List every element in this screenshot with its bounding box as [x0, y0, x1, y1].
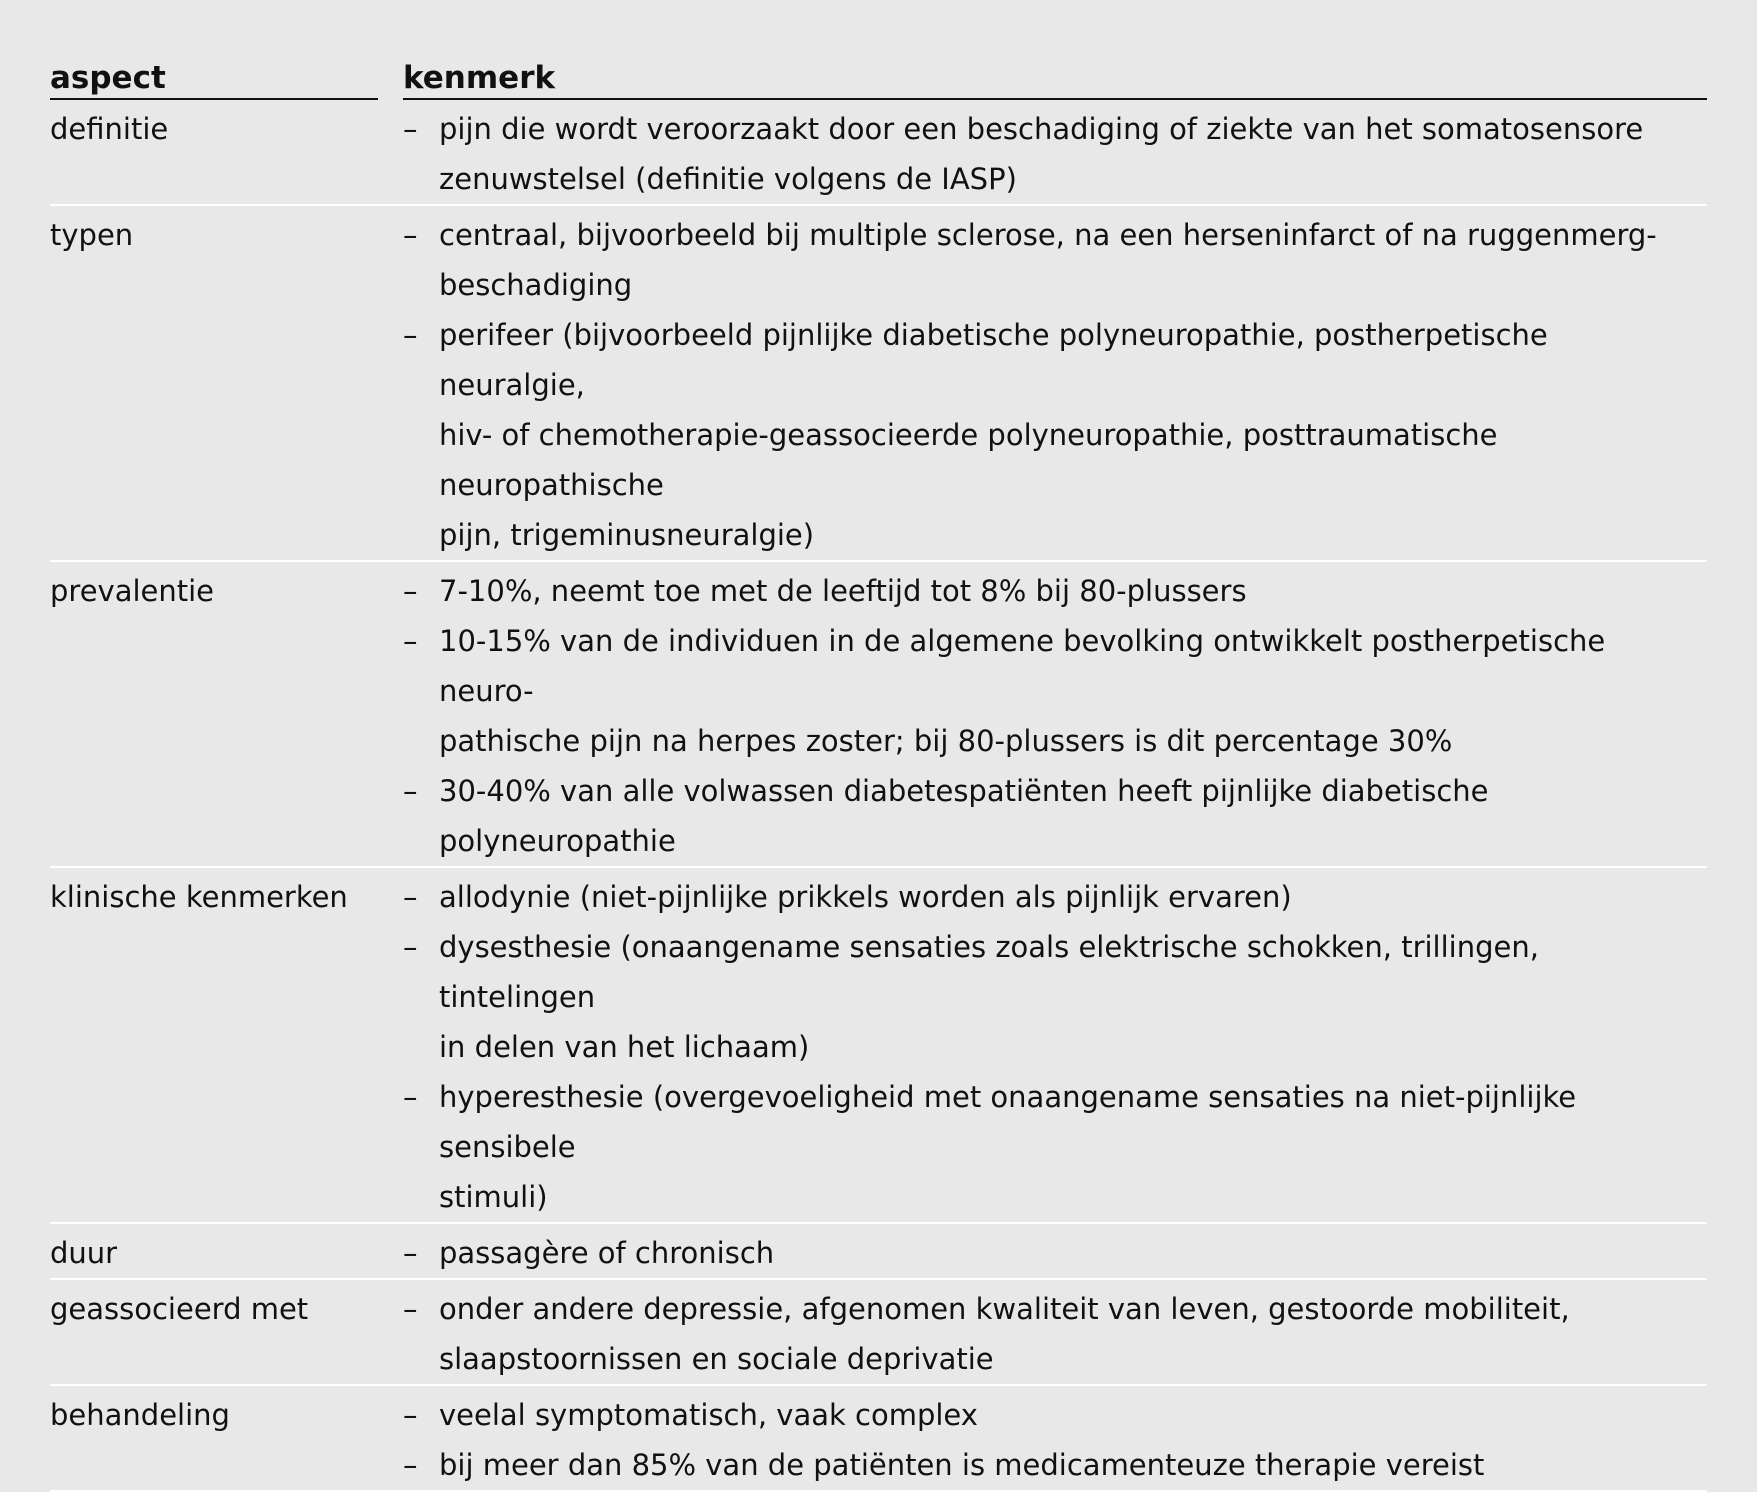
table-row — [50, 1386, 1707, 1492]
item-text: 10-15% van de individuen in de algemene bevolking ontwikkelt postherpetische neuro- pathische pijn na herpes zoster; bij 80-plussers is dit percentage 30% — [439, 624, 1606, 758]
row-aspect: definitie — [50, 112, 169, 146]
list-item — [403, 616, 1707, 766]
bullet-dash: – — [403, 218, 418, 252]
bullet-dash: – — [403, 1398, 418, 1432]
row-items — [403, 872, 1707, 1222]
header-kenmerk: kenmerk — [403, 58, 1707, 100]
item-text: 7-10%, neemt toe met de leeftijd tot 8% bij 80-plussers — [439, 574, 1247, 608]
row-aspect: klinische kenmerken — [50, 880, 348, 914]
neuropathic-pain-table — [50, 56, 1707, 1492]
list-item — [403, 1390, 1707, 1440]
row-aspect: behandeling — [50, 1398, 230, 1432]
table-header — [50, 56, 1707, 100]
list-item — [403, 872, 1707, 922]
bullet-dash: – — [403, 1236, 418, 1270]
bullet-dash: – — [403, 880, 418, 914]
item-text: veelal symptomatisch, vaak complex — [439, 1398, 978, 1432]
header-aspect: aspect — [50, 58, 378, 100]
list-item — [403, 1440, 1707, 1490]
item-text: perifeer (bijvoorbeeld pijnlijke diabetische polyneuropathie, postherpetische neuralgie, hiv- of chemotherapie-geassocieerde polyneuropathie, posttraumatische neuropathische pijn, trigeminusneuralgie) — [439, 318, 1548, 552]
bullet-dash: – — [403, 574, 418, 608]
item-text: pijn die wordt veroorzaakt door een beschadiging of ziekte van het somatosensore zenuwstelsel (definitie volgens de IASP) — [439, 112, 1644, 196]
list-item — [403, 310, 1707, 560]
table-row — [50, 1224, 1707, 1280]
row-aspect: typen — [50, 218, 134, 252]
bullet-dash: – — [403, 774, 418, 808]
list-item — [403, 1284, 1707, 1384]
table-row — [50, 868, 1707, 1224]
item-text: centraal, bijvoorbeeld bij multiple sclerose, na een herseninfarct of na ruggenmerg- beschadiging — [439, 218, 1657, 302]
row-items — [403, 1228, 1707, 1278]
bullet-dash: – — [403, 1080, 418, 1114]
table-row — [50, 562, 1707, 868]
row-items — [403, 104, 1707, 204]
row-items — [403, 210, 1707, 560]
item-text: onder andere depressie, afgenomen kwaliteit van leven, gestoorde mobiliteit, slaapstoornissen en sociale deprivatie — [439, 1292, 1570, 1376]
bullet-dash: – — [403, 112, 418, 146]
row-aspect: duur — [50, 1236, 118, 1270]
list-item — [403, 766, 1707, 866]
list-item — [403, 566, 1707, 616]
list-item — [403, 1072, 1707, 1222]
item-text: allodynie (niet-pijnlijke prikkels worden als pijnlijk ervaren) — [439, 880, 1292, 914]
bullet-dash: – — [403, 1292, 418, 1326]
row-items — [403, 566, 1707, 866]
item-text: 30-40% van alle volwassen diabetespatiënten heeft pijnlijke diabetische polyneuropathie — [439, 774, 1489, 858]
bullet-dash: – — [403, 930, 418, 964]
bullet-dash: – — [403, 1448, 418, 1482]
bullet-dash: – — [403, 624, 418, 658]
list-item — [403, 210, 1707, 310]
list-item — [403, 922, 1707, 1072]
list-item — [403, 104, 1707, 204]
row-aspect: prevalentie — [50, 574, 215, 608]
item-text: dysesthesie (onaangename sensaties zoals elektrische schokken, trillingen, tintelingen in delen van het lichaam) — [439, 930, 1539, 1064]
item-text: passagère of chronisch — [439, 1236, 775, 1270]
list-item — [403, 1228, 1707, 1278]
table-row — [50, 206, 1707, 562]
item-text: bij meer dan 85% van de patiënten is medicamenteuze therapie vereist — [439, 1448, 1485, 1482]
bullet-dash: – — [403, 318, 418, 352]
item-text: hyperesthesie (overgevoeligheid met onaangename sensaties na niet-pijnlijke sensibele stimuli) — [439, 1080, 1577, 1214]
row-aspect: geassocieerd met — [50, 1292, 309, 1326]
row-items — [403, 1284, 1707, 1384]
table-row — [50, 100, 1707, 206]
table-row — [50, 1280, 1707, 1386]
row-items — [403, 1390, 1707, 1490]
